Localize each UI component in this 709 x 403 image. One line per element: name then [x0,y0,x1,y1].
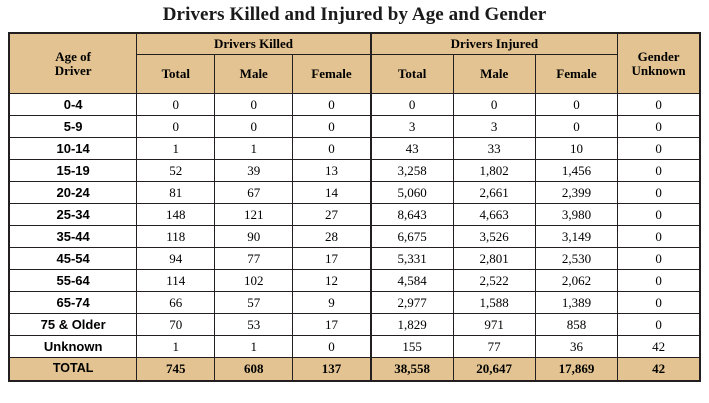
cell-age: 35-44 [9,226,137,248]
cell-injured-total: 5,060 [371,182,453,204]
header-gender-unknown [618,33,700,94]
cell-injured-female: 36 [535,336,617,358]
cell-killed-total: 1 [137,138,215,160]
table-row [9,182,700,204]
cell-injured-female: 10 [535,138,617,160]
table-total-row [9,358,700,382]
cell-injured-female: 2,530 [535,248,617,270]
cell-injured-female: 858 [535,314,617,336]
header-age-of-driver [9,33,137,94]
cell-killed-total: 70 [137,314,215,336]
cell-killed-total: 52 [137,160,215,182]
header-drivers-injured: Drivers Injured [371,33,618,55]
cell-injured-total: 3 [371,116,453,138]
table-row [9,204,700,226]
cell-age: 75 & Older [9,314,137,336]
cell-injured-male: 3,526 [453,226,535,248]
cell-gender-unknown: 0 [618,226,700,248]
cell-total-injured-total: 38,558 [371,358,453,382]
cell-injured-female: 0 [535,94,617,116]
cell-total-killed-male: 608 [215,358,293,382]
cell-injured-male: 971 [453,314,535,336]
cell-gender-unknown: 0 [618,182,700,204]
header-injured-total: Total [371,55,453,94]
cell-gender-unknown: 0 [618,116,700,138]
cell-age: 55-64 [9,270,137,292]
table-row [9,226,700,248]
cell-injured-male: 3 [453,116,535,138]
table-row [9,248,700,270]
cell-injured-total: 0 [371,94,453,116]
cell-injured-female: 1,389 [535,292,617,314]
cell-killed-female: 17 [293,314,371,336]
cell-killed-male: 53 [215,314,293,336]
table-row [9,160,700,182]
cell-injured-female: 2,399 [535,182,617,204]
cell-killed-male: 57 [215,292,293,314]
cell-injured-male: 2,661 [453,182,535,204]
cell-killed-female: 12 [293,270,371,292]
cell-killed-male: 90 [215,226,293,248]
table-row [9,270,700,292]
cell-gender-unknown: 0 [618,270,700,292]
cell-age: 15-19 [9,160,137,182]
cell-age: 45-54 [9,248,137,270]
cell-injured-total: 3,258 [371,160,453,182]
cell-killed-male: 121 [215,204,293,226]
cell-total-injured-male: 20,647 [453,358,535,382]
cell-injured-total: 4,584 [371,270,453,292]
header-drivers-killed: Drivers Killed [137,33,371,55]
cell-injured-male: 0 [453,94,535,116]
cell-total-label: TOTAL [9,358,137,382]
cell-killed-female: 9 [293,292,371,314]
cell-injured-total: 1,829 [371,314,453,336]
cell-gender-unknown: 0 [618,160,700,182]
header-gender-unknown-line2: Unknown [631,62,686,78]
cell-injured-male: 77 [453,336,535,358]
cell-injured-male: 2,522 [453,270,535,292]
cell-injured-female: 1,456 [535,160,617,182]
cell-killed-female: 27 [293,204,371,226]
cell-injured-female: 3,149 [535,226,617,248]
cell-injured-male: 1,588 [453,292,535,314]
header-gender-unknown-line1: Gender [637,48,680,64]
cell-injured-total: 6,675 [371,226,453,248]
cell-age: 0-4 [9,94,137,116]
cell-killed-female: 0 [293,116,371,138]
cell-age: Unknown [9,336,137,358]
cell-killed-female: 0 [293,336,371,358]
cell-gender-unknown: 0 [618,204,700,226]
cell-gender-unknown: 0 [618,314,700,336]
cell-gender-unknown: 42 [618,336,700,358]
cell-age: 20-24 [9,182,137,204]
cell-gender-unknown: 0 [618,292,700,314]
cell-total-killed-total: 745 [137,358,215,382]
cell-killed-male: 102 [215,270,293,292]
cell-killed-total: 114 [137,270,215,292]
cell-killed-female: 0 [293,94,371,116]
table-header-group-row [9,33,700,55]
cell-killed-total: 118 [137,226,215,248]
table-row [9,94,700,116]
cell-total-killed-female: 137 [293,358,371,382]
cell-killed-total: 94 [137,248,215,270]
drivers-killed-injured-table [8,32,701,382]
cell-killed-male: 77 [215,248,293,270]
cell-injured-total: 2,977 [371,292,453,314]
cell-killed-female: 13 [293,160,371,182]
cell-total-gender-unknown: 42 [618,358,700,382]
cell-injured-total: 8,643 [371,204,453,226]
header-killed-total: Total [137,55,215,94]
cell-killed-male: 0 [215,116,293,138]
table-row [9,314,700,336]
cell-killed-female: 0 [293,138,371,160]
cell-injured-female: 2,062 [535,270,617,292]
cell-killed-male: 1 [215,336,293,358]
cell-killed-total: 1 [137,336,215,358]
cell-injured-female: 0 [535,116,617,138]
table-row [9,336,700,358]
page-title: Drivers Killed and Injured by Age and Gender [162,4,547,25]
cell-killed-male: 0 [215,94,293,116]
table-row [9,138,700,160]
table-row [9,292,700,314]
cell-killed-male: 39 [215,160,293,182]
header-killed-female: Female [293,55,371,94]
cell-killed-female: 28 [293,226,371,248]
cell-killed-total: 0 [137,116,215,138]
cell-killed-female: 17 [293,248,371,270]
cell-injured-total: 5,331 [371,248,453,270]
cell-injured-male: 4,663 [453,204,535,226]
cell-gender-unknown: 0 [618,94,700,116]
cell-injured-total: 43 [371,138,453,160]
cell-gender-unknown: 0 [618,138,700,160]
cell-gender-unknown: 0 [618,248,700,270]
cell-age: 10-14 [9,138,137,160]
cell-killed-total: 148 [137,204,215,226]
cell-age: 25-34 [9,204,137,226]
cell-age: 5-9 [9,116,137,138]
header-killed-male: Male [215,55,293,94]
cell-killed-total: 66 [137,292,215,314]
header-injured-male: Male [453,55,535,94]
header-age-of-driver-line2: Driver [54,62,92,78]
cell-killed-female: 14 [293,182,371,204]
cell-injured-total: 155 [371,336,453,358]
cell-injured-female: 3,980 [535,204,617,226]
header-age-of-driver-line1: Age of [55,48,92,64]
cell-total-injured-female: 17,869 [535,358,617,382]
cell-killed-total: 81 [137,182,215,204]
cell-injured-male: 1,802 [453,160,535,182]
table-row [9,116,700,138]
cell-killed-total: 0 [137,94,215,116]
cell-injured-male: 2,801 [453,248,535,270]
cell-injured-male: 33 [453,138,535,160]
cell-age: 65-74 [9,292,137,314]
header-injured-female: Female [535,55,617,94]
cell-killed-male: 67 [215,182,293,204]
cell-killed-male: 1 [215,138,293,160]
